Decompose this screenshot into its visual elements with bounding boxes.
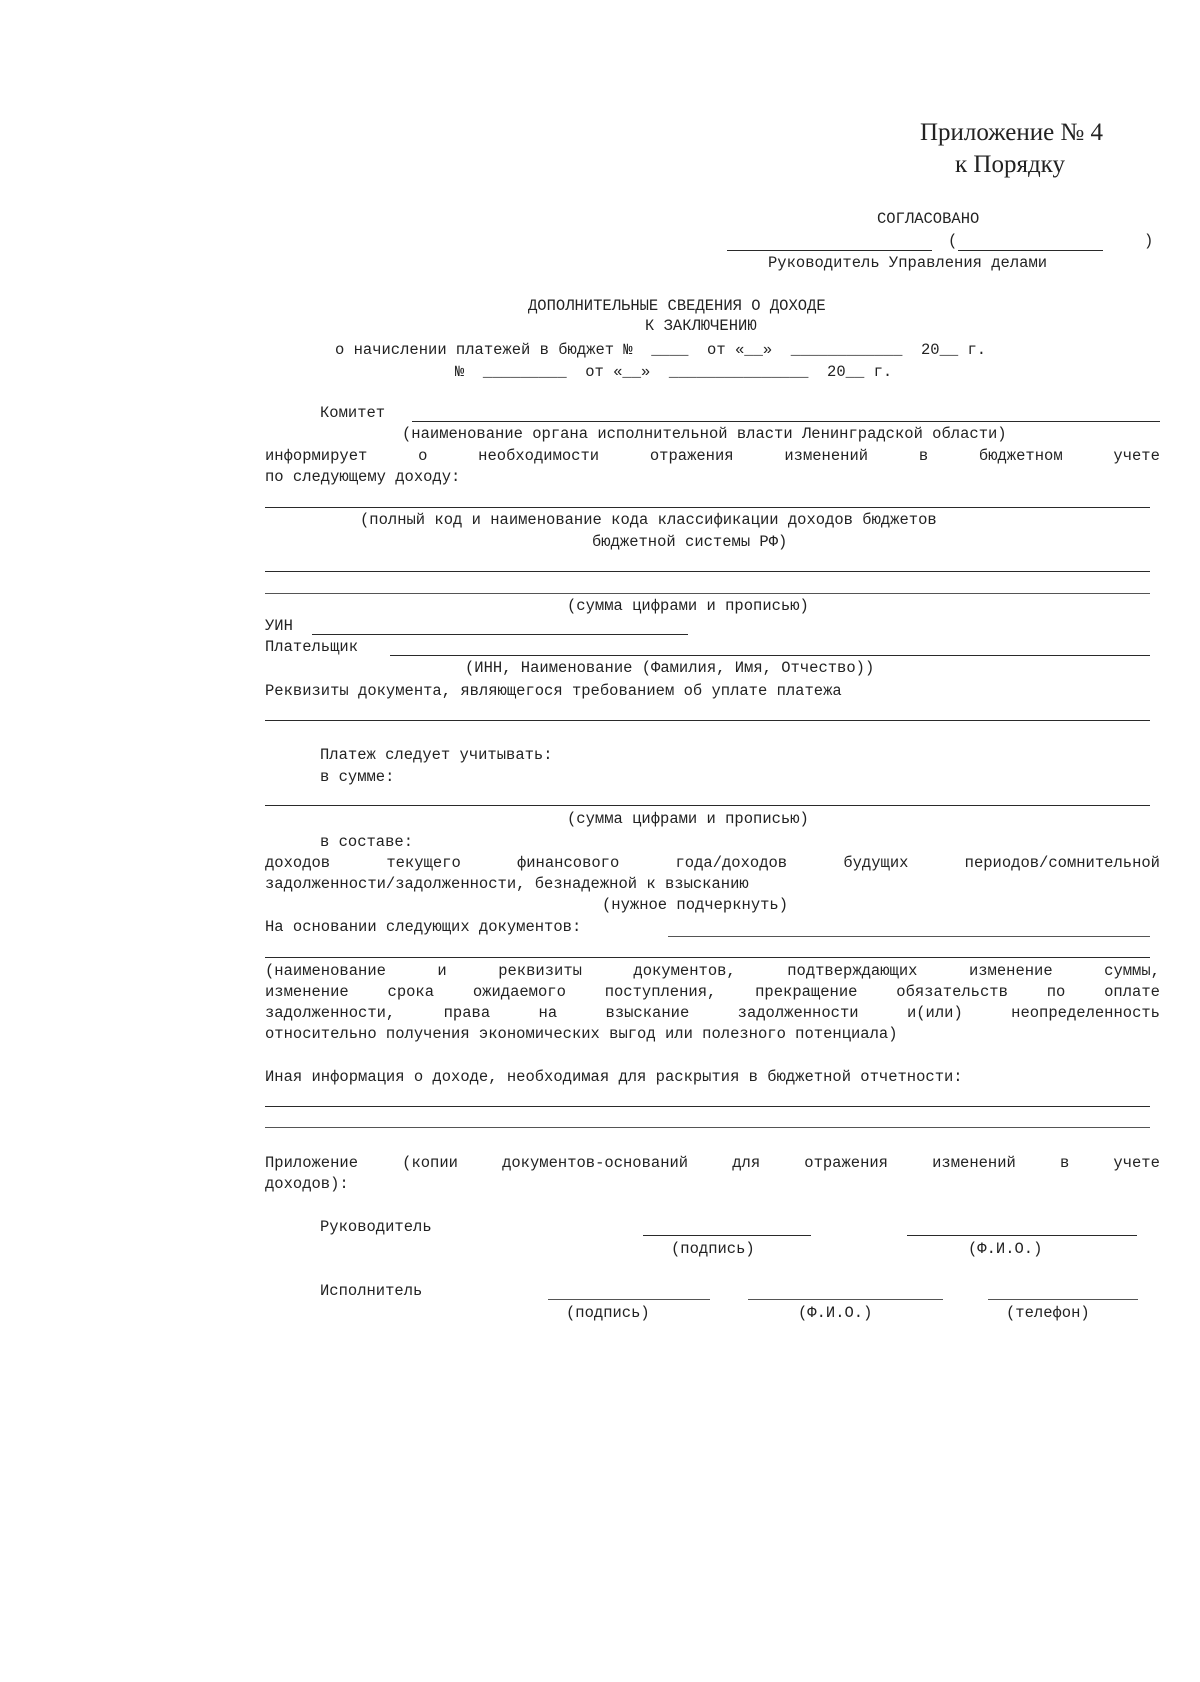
payer-caption: (ИНН, Наименование (Фамилия, Имя, Отчество)) bbox=[465, 659, 875, 677]
documents-caption-line4: относительно получения экономических выгод или полезного потенциала) bbox=[265, 1025, 898, 1043]
other-info-label: Иная информация о доходе, необходимая для раскрытия в бюджетной отчетности: bbox=[265, 1068, 963, 1086]
payer-label: Плательщик bbox=[265, 638, 359, 656]
head-signature-line bbox=[643, 1235, 811, 1236]
other-info-line-1 bbox=[265, 1106, 1150, 1107]
committee-caption: (наименование органа исполнительной власти Ленинградской области) bbox=[402, 425, 1007, 443]
approval-open-paren: ( bbox=[948, 232, 958, 250]
executor-phone-caption: (телефон) bbox=[1006, 1304, 1090, 1322]
payer-line bbox=[390, 655, 1150, 656]
attachment-line2: доходов): bbox=[265, 1175, 349, 1193]
payment-composition-label: в составе: bbox=[320, 833, 414, 851]
head-name-line bbox=[907, 1235, 1137, 1236]
documents-caption-line3: задолженности, права на взыскание задолженности и(или) неопределенность bbox=[265, 1004, 1160, 1022]
committee-name-line bbox=[412, 421, 1160, 422]
executor-signature-caption: (подпись) bbox=[566, 1304, 650, 1322]
sum-caption-1: (сумма цифрами и прописью) bbox=[567, 597, 809, 615]
document-title: ДОПОЛНИТЕЛЬНЫЕ СВЕДЕНИЯ О ДОХОДЕ bbox=[528, 297, 826, 315]
uin-line bbox=[312, 634, 688, 635]
payment-heading: Платеж следует учитывать: bbox=[320, 746, 553, 764]
executor-name-caption: (Ф.И.О.) bbox=[798, 1304, 873, 1322]
requisites-line bbox=[265, 720, 1150, 721]
committee-label: Комитет bbox=[320, 404, 386, 422]
conclusion-number-line2: № _________ от «__» _______________ 20__ г. bbox=[455, 363, 893, 381]
underline-note: (нужное подчеркнуть) bbox=[602, 896, 789, 914]
executor-phone-line bbox=[988, 1299, 1138, 1300]
documents-line-2 bbox=[265, 957, 1150, 958]
other-info-line-2 bbox=[265, 1127, 1150, 1128]
payment-composition-line: доходов текущего финансового года/доходов будущих периодов/сомнительной bbox=[265, 854, 1160, 872]
appendix-number: Приложение № 4 bbox=[920, 119, 1104, 146]
payment-sum-line bbox=[265, 805, 1150, 806]
approval-name-line bbox=[958, 250, 1103, 251]
income-code-line bbox=[265, 507, 1150, 508]
head-label: Руководитель bbox=[320, 1218, 432, 1236]
uin-label: УИН bbox=[265, 617, 293, 635]
conclusion-number-line: о начислении платежей в бюджет № ____ от «__» ____________ 20__ г. bbox=[335, 341, 987, 359]
agreed-label: СОГЛАСОВАНО bbox=[877, 210, 980, 228]
executor-label: Исполнитель bbox=[320, 1282, 423, 1300]
payment-composition-line2: задолженности/задолженности, безнадежной к взысканию bbox=[265, 875, 749, 893]
sum-line-2 bbox=[265, 593, 1150, 594]
head-name-caption: (Ф.И.О.) bbox=[968, 1240, 1043, 1258]
executor-name-line bbox=[748, 1299, 943, 1300]
committee-informs-line2: по следующему доходу: bbox=[265, 468, 461, 486]
sum-line-1 bbox=[265, 571, 1150, 572]
income-code-caption-line2: бюджетной системы РФ) bbox=[592, 533, 788, 551]
documents-caption-line2: изменение срока ожидаемого поступления, прекращение обязательств по оплате bbox=[265, 983, 1160, 1001]
approval-head-title: Руководитель Управления делами bbox=[768, 254, 1048, 272]
document-title-line2: К ЗАКЛЮЧЕНИЮ bbox=[645, 317, 757, 335]
requisites-label: Реквизиты документа, являющегося требованием об уплате платежа bbox=[265, 682, 842, 700]
income-code-caption: (полный код и наименование кода классификации доходов бюджетов bbox=[360, 511, 937, 529]
documents-label: На основании следующих документов: bbox=[265, 918, 582, 936]
payment-in-sum: в сумме: bbox=[320, 768, 395, 786]
approval-close-paren: ) bbox=[1144, 232, 1154, 250]
documents-caption-line1: (наименование и реквизиты документов, подтверждающих изменение суммы, bbox=[265, 962, 1160, 980]
head-signature-caption: (подпись) bbox=[671, 1240, 755, 1258]
approval-signature-line bbox=[727, 250, 932, 251]
appendix-to-order: к Порядку bbox=[955, 151, 1065, 178]
attachment-line: Приложение (копии документов-оснований для отражения изменений в учете bbox=[265, 1154, 1160, 1172]
committee-informs-line: информирует о необходимости отражения изменений в бюджетном учете bbox=[265, 447, 1160, 465]
executor-signature-line bbox=[548, 1299, 710, 1300]
payment-sum-caption: (сумма цифрами и прописью) bbox=[567, 810, 809, 828]
documents-line-1 bbox=[668, 936, 1150, 937]
